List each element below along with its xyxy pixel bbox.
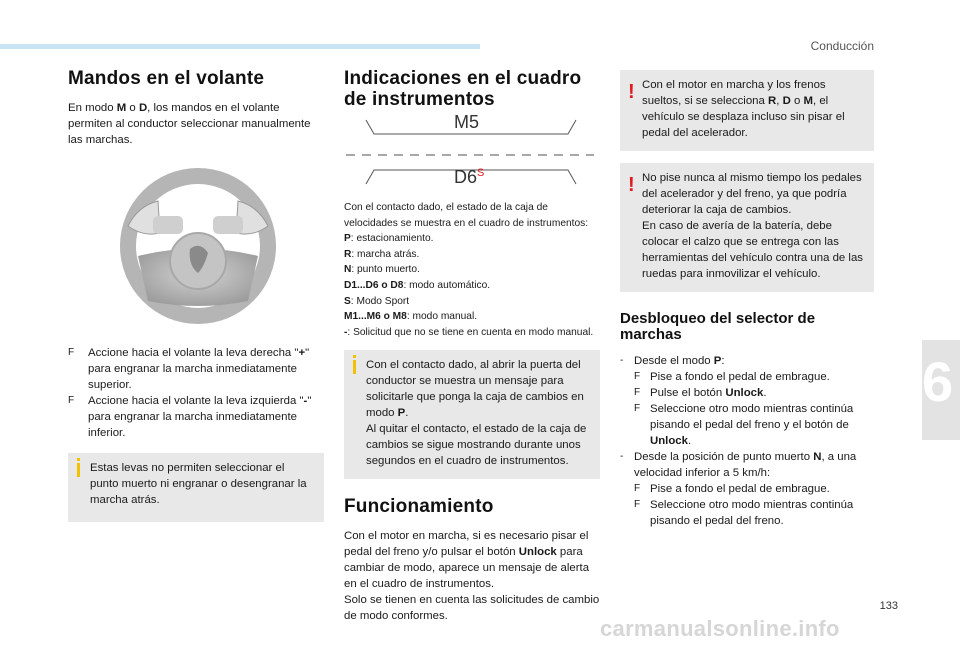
unlock-steps <box>620 353 874 529</box>
info-icon <box>77 463 80 477</box>
list-item-from-p: - Desde el modo P: <box>620 355 725 367</box>
warning-icon: ! <box>628 174 635 196</box>
warning-icon: ! <box>628 81 635 103</box>
header-bar <box>0 44 480 49</box>
list-item: P: estacionamiento. <box>344 233 434 245</box>
page-number: 133 <box>879 600 898 612</box>
list-item: M1...M6 o M8: modo manual. <box>344 311 478 323</box>
heading-unlock-selector: Desbloqueo del selector de marchas <box>620 310 816 343</box>
section-title: Conducción <box>810 39 874 53</box>
list-item: F Pulse el botón Unlock. <box>634 387 767 399</box>
list-item: D1...D6 o D8: modo automático. <box>344 279 491 291</box>
info-note-paddles: Estas levas no permiten seleccionar el punto muerto ni engranar o desengranar la marcha atrás. <box>68 453 324 522</box>
column-instrument-indications <box>344 66 600 624</box>
list-item: N: punto muerto. <box>344 264 420 276</box>
warning-note-creep: ! Con el motor en marcha y los frenos sueltos, si se selecciona R, D o M, el vehículo se desplaza incluso sin pisar el pedal del acelerador. <box>620 70 874 151</box>
chapter-tab: 6 <box>922 340 960 440</box>
steering-wheel-illustration <box>98 161 298 331</box>
list-item: F Seleccione otro modo mientras continúa pisando el pedal del freno y el botón de Unlock. <box>634 403 854 447</box>
instrument-gauge-illustration <box>344 112 600 188</box>
gearbox-status-desc: Con el contacto dado, el estado de la caja de velocidades se muestra en el cuadro de instrumentos: <box>344 202 589 229</box>
list-item: -: Solicitud que no se tiene en cuenta en modo manual. <box>344 326 594 338</box>
warning-note-pedals: ! No pise nunca al mismo tiempo los pedales del acelerador y del freno, ya que podría deteriorar la caja de cambios. En caso de avería de la batería, debe colocar el calzo que se entrega con las herramientas del vehículo contra una de las ruedas para inmovilizar el vehículo. <box>620 163 874 292</box>
gauge-manual-mode: M5 <box>454 112 480 132</box>
watermark: carmanualsonline.info <box>600 616 840 641</box>
info-note-door: Con el contacto dado, al abrir la puerta del conductor se muestra un mensaje para solicitarle que ponga la caja de cambios en modo P. Al quitar el contacto, el estado de la caja de cambios se sigue mostrando durante unos segundos en el cuadro de instrumentos. <box>344 350 600 479</box>
gauge-drive-sport-mode: $D6^S$ <box>454 167 485 187</box>
operation-text: Con el motor en marcha, si es necesario pisar el pedal del freno y/o pulsar el botón Unlock para cambiar de modo, aparece un mensaje de alerta en el cuadro de instrumentos. <box>344 530 590 591</box>
steering-intro: En modo M o D, los mandos en el volante permiten al conductor seleccionar manualmente las marchas. <box>68 102 311 146</box>
operation-text-2: Solo se tienen en cuenta las solicitudes de cambio de modo conformes. <box>344 594 600 623</box>
list-item: R: marcha atrás. <box>344 248 420 260</box>
heading-instrument-indications: Indicaciones en el cuadro de instrumentos <box>344 68 582 110</box>
bullet-right-paddle: F Accione hacia el volante la leva derecha "+" para engranar la marcha inmediatamente superior. <box>68 347 310 391</box>
bullet-left-paddle: F Accione hacia el volante la leva izquierda "-" para engranar la marcha inmediatamente inferior. <box>68 395 312 439</box>
heading-operation: Funcionamiento <box>344 496 494 518</box>
column-steering-controls <box>68 66 324 522</box>
list-item: F Pise a fondo el pedal de embrague. <box>634 371 830 383</box>
info-icon <box>353 360 356 374</box>
gear-status-list <box>344 231 600 340</box>
list-item: F Seleccione otro modo mientras continúa pisando el pedal del freno. <box>634 499 854 527</box>
list-item-from-n: - Desde la posición de punto muerto N, a una velocidad inferior a 5 km/h: <box>620 451 857 479</box>
list-item: S: Modo Sport <box>344 295 410 307</box>
list-item: F Pise a fondo el pedal de embrague. <box>634 483 830 495</box>
heading-steering-controls: Mandos en el volante <box>68 68 265 89</box>
column-warnings-unlock <box>620 70 874 529</box>
